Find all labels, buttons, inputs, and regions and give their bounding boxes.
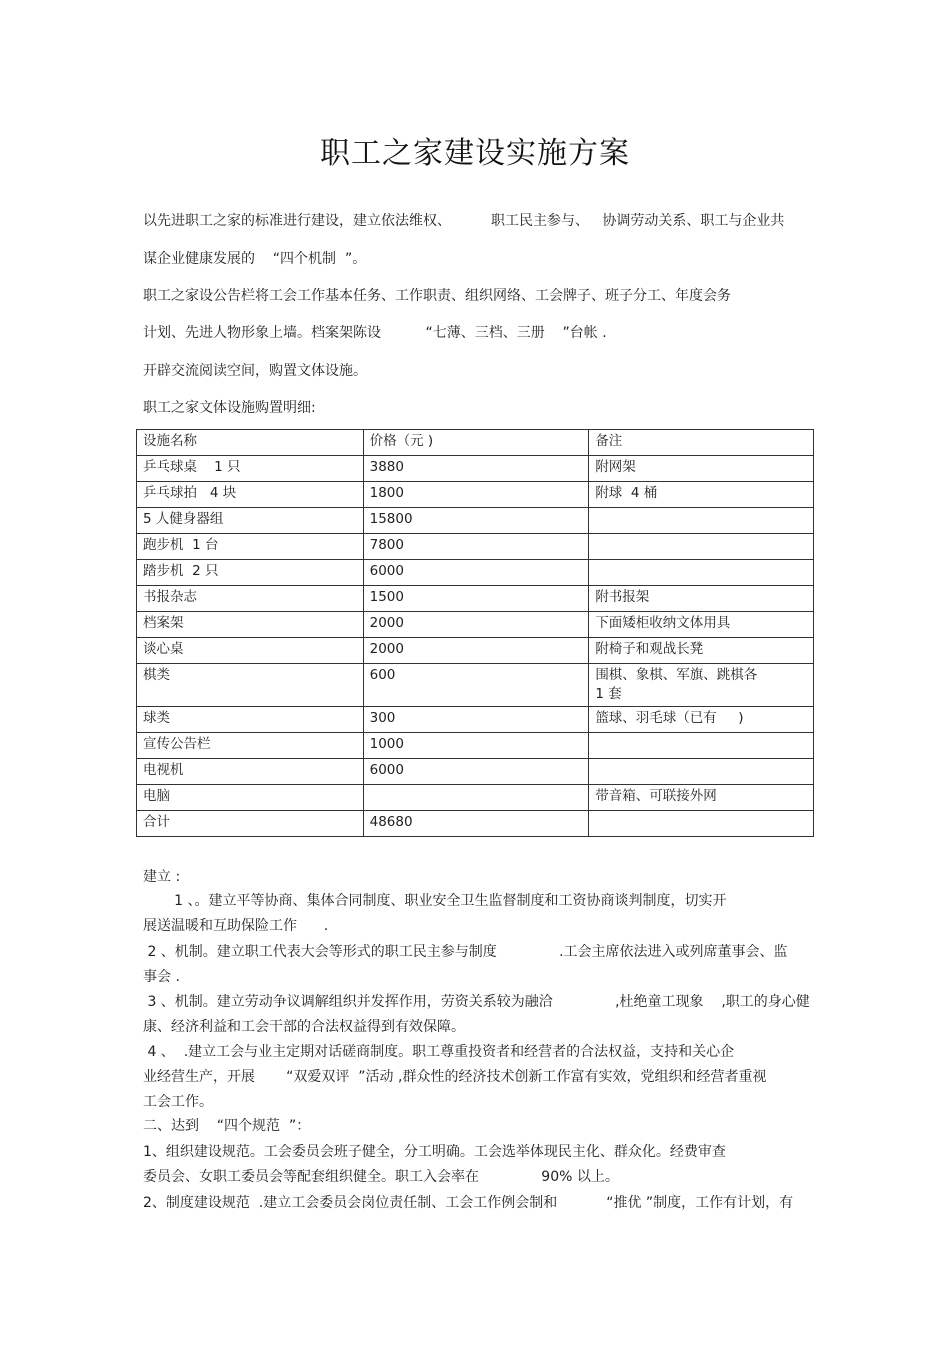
table-row [137, 664, 814, 707]
facility-price: 6000 [363, 560, 589, 586]
facility-name: 跑步机 1 台 [137, 534, 364, 560]
facility-price: 1000 [363, 733, 589, 759]
intro-line: 计划、先进人物形象上墙。档案架陈设 “七薄、三档、三册 ”台帐 . [143, 325, 607, 341]
facility-price: 6000 [363, 759, 589, 785]
facility-price: 600 [363, 664, 589, 707]
page-title: 职工之家建设实施方案 [320, 136, 630, 171]
facility-note: 附球 4 桶 [589, 482, 814, 508]
facility-price [363, 785, 589, 811]
facility-note: 篮球、羽毛球（已有 ) [589, 707, 814, 733]
facility-name: 球类 [137, 707, 364, 733]
table-row [137, 612, 814, 638]
body-line: 委员会、女职工委员会等配套组织健全。职工入会率在 90% 以上。 [143, 1169, 619, 1185]
header-cell: 设施名称 [137, 430, 364, 456]
facility-table [136, 429, 814, 837]
table-caption: 职工之家文体设施购置明细: [143, 400, 316, 416]
facility-note: 下面矮柜收纳文体用具 [589, 612, 814, 638]
table-header-row [137, 430, 814, 456]
table-row [137, 560, 814, 586]
body-line: 建立 : [143, 869, 181, 885]
facility-name: 乒乓球桌 1 只 [137, 456, 364, 482]
facility-price: 1800 [363, 482, 589, 508]
facility-note: 带音箱、可联接外网 [589, 785, 814, 811]
section-heading: 二、达到 “四个规范 ”： [143, 1118, 311, 1134]
facility-name: 档案架 [137, 612, 364, 638]
table-total-row [137, 811, 814, 837]
total-price: 48680 [363, 811, 589, 837]
table-row [137, 733, 814, 759]
header-cell: 备注 [589, 430, 814, 456]
facility-name: 棋类 [137, 664, 364, 707]
body-line: 1、组织建设规范。工会委员会班子健全，分工明确。工会选举体现民主化、群众化。经费审查 [143, 1144, 726, 1160]
table-row [137, 508, 814, 534]
table-row [137, 707, 814, 733]
body-line: 工会工作。 [143, 1094, 213, 1110]
facility-name: 电视机 [137, 759, 364, 785]
body-line: 3 、机制。建立劳动争议调解组织并发挥作用，劳资关系较为融洽 ,杜绝童工现象 ,职工的身心健 [143, 994, 810, 1010]
facility-price: 2000 [363, 638, 589, 664]
facility-note: 围棋、象棋、军旗、跳棋各 1 套 [589, 664, 814, 707]
facility-note: 附网架 [589, 456, 814, 482]
table-row [137, 534, 814, 560]
facility-name: 宣传公告栏 [137, 733, 364, 759]
facility-note [589, 560, 814, 586]
facility-price: 300 [363, 707, 589, 733]
intro-line: 职工之家设公告栏将工会工作基本任务、工作职责、组织网络、工会牌子、班子分工、年度会务 [143, 288, 731, 304]
table-row [137, 638, 814, 664]
facility-note [589, 508, 814, 534]
table-row [137, 759, 814, 785]
facility-note: 附椅子和观战长凳 [589, 638, 814, 664]
body-line: 1 、。建立平等协商、集体合同制度、职业安全卫生监督制度和工资协商谈判制度，切实开 [143, 893, 727, 909]
table-row [137, 482, 814, 508]
body-line: 2、制度建设规范 .建立工会委员会岗位责任制、工会工作例会制和 “推优 ”制度，工作有计划，有 [143, 1195, 794, 1211]
facility-price: 15800 [363, 508, 589, 534]
facility-price: 2000 [363, 612, 589, 638]
body-line: 2 、机制。建立职工代表大会等形式的职工民主参与制度 .工会主席依法进入或列席董事会、监 [143, 944, 788, 960]
table-row [137, 456, 814, 482]
facility-price: 7800 [363, 534, 589, 560]
header-cell: 价格（元 ) [363, 430, 589, 456]
body-line: 业经营生产，开展 “双爱双评 ”活动 ,群众性的经济技术创新工作富有实效，党组织和经营者重视 [143, 1069, 767, 1085]
facility-name: 书报杂志 [137, 586, 364, 612]
facility-price: 1500 [363, 586, 589, 612]
body-line: 展送温暖和互助保险工作 . [143, 918, 329, 934]
facility-name: 5 人健身器组 [137, 508, 364, 534]
facility-note: 附书报架 [589, 586, 814, 612]
intro-line: 开辟交流阅读空间，购置文体设施。 [143, 363, 367, 379]
intro-line: 以先进职工之家的标准进行建设，建立依法维权、 职工民主参与、 协调劳动关系、职工与企业共 [143, 213, 785, 229]
facility-name: 踏步机 2 只 [137, 560, 364, 586]
body-line: 4 、 .建立工会与业主定期对话磋商制度。职工尊重投资者和经营者的合法权益，支持和关心企 [143, 1044, 735, 1060]
facility-name: 乒乓球拍 4 块 [137, 482, 364, 508]
total-label: 合计 [137, 811, 364, 837]
facility-note [589, 759, 814, 785]
total-note [589, 811, 814, 837]
intro-line: 谋企业健康发展的 “四个机制 ”。 [143, 251, 367, 267]
body-line: 康、经济利益和工会干部的合法权益得到有效保障。 [143, 1019, 465, 1035]
facility-note [589, 733, 814, 759]
facility-note [589, 534, 814, 560]
table-row [137, 586, 814, 612]
facility-name: 谈心桌 [137, 638, 364, 664]
facility-name: 电脑 [137, 785, 364, 811]
table-row [137, 785, 814, 811]
body-line: 事会 . [143, 969, 180, 985]
facility-price: 3880 [363, 456, 589, 482]
